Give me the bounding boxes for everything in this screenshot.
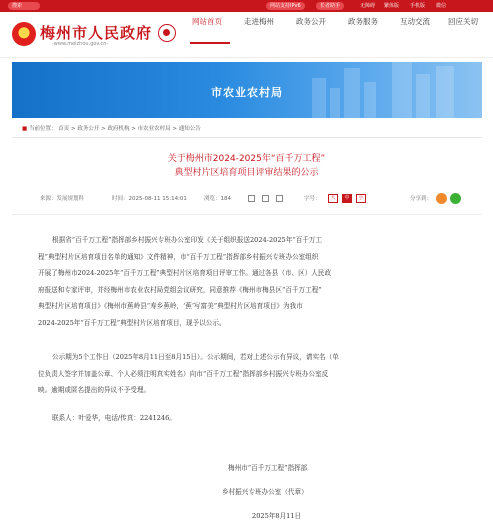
breadcrumb-separator: >: [172, 126, 179, 132]
location-icon: ■: [22, 126, 29, 132]
breadcrumb-separator: >: [70, 126, 78, 132]
top-bar: [0, 0, 493, 12]
paragraph-line: 映。逾期或匿名提出的异议不予受理。: [38, 386, 151, 394]
breadcrumb-agriculture-bureau[interactable]: 市农业农村局: [137, 126, 171, 132]
nav-item-government-affairs[interactable]: 政务公开: [296, 17, 326, 26]
font-size-label: 字号：: [304, 196, 321, 202]
nav-item-interaction[interactable]: 互动交流: [400, 17, 430, 26]
paragraph-line: 位负责人签字并加盖公章、个人必须注明真实姓名）向市“百千万工程”指挥部乡村振兴专班办公室反: [38, 369, 329, 378]
article-title-line2: 典型村片区培育项目评审结果的公示: [174, 168, 319, 178]
breadcrumb-government-affairs[interactable]: 政务公开: [77, 126, 100, 132]
font-size-medium-button[interactable]: 中: [342, 194, 352, 203]
contact-line: 联系人：叶爱华，电话/传真：2241246。: [52, 414, 176, 422]
traditional-chinese-link[interactable]: 繁体版: [384, 3, 400, 9]
breadcrumb: [22, 123, 201, 135]
font-size-small-button[interactable]: 小: [356, 194, 366, 203]
breadcrumb-government-agencies[interactable]: 政府机构: [107, 126, 130, 132]
nav-item-home[interactable]: 网站首页: [192, 17, 222, 26]
breadcrumb-separator: >: [131, 126, 138, 132]
department-banner: [12, 62, 482, 118]
search-label: 搜索: [12, 3, 23, 9]
article-date: 时间：2025-08-11 15:14:01: [112, 196, 187, 202]
nav-item-government-services[interactable]: 政务服务: [348, 17, 378, 26]
print-icon[interactable]: [248, 195, 255, 202]
search-button[interactable]: [8, 2, 40, 10]
nav-item-about-meizhou[interactable]: 走进梅州: [244, 17, 274, 26]
article-source: 来源：发展规划科: [40, 196, 85, 202]
paragraph-line: 典型村片区培育项目》《梅州市蕉岭县“寿乡蕉岭，‘蕉’写富美”典型村片区培育项目》为我市: [38, 302, 303, 310]
signature-org-line2: 乡村振兴专班办公室（代章）: [222, 488, 308, 496]
weibo-icon[interactable]: [436, 193, 447, 204]
paragraph-line: 2024-2025年“百千万工程”典型村片区培育项目，现予以公示。: [38, 318, 226, 327]
mobile-version-link[interactable]: 手机版: [410, 3, 426, 9]
paragraph-line: 根据省“百千万工程”指挥部乡村振兴专班办公室印发《关于组织报送2024-2025年“百千万工: [52, 236, 323, 244]
national-emblem-icon: [12, 22, 36, 46]
nav-item-responses[interactable]: 回应关切: [448, 17, 478, 26]
department-title: 市农业农村局: [211, 86, 283, 99]
paragraph-line: 府报送和专家评审，并经梅州市农业农村局党组会议研究，同意推荐《梅州市梅县区“百千万工程”: [38, 285, 322, 294]
article-title-line1: 关于梅州市2024-2025年“百千万工程”: [167, 154, 326, 164]
font-size-large-button[interactable]: 大: [328, 194, 338, 203]
article-views: 浏览：184: [204, 196, 231, 202]
ipv6-link[interactable]: 网站支持IPv6: [266, 2, 305, 10]
share-doc-icon[interactable]: [276, 195, 283, 202]
favorite-icon[interactable]: [262, 195, 269, 202]
divider: [12, 137, 482, 138]
breadcrumb-notices[interactable]: 通知公告: [178, 126, 201, 132]
breadcrumb-prefix: 当前位置：: [28, 126, 57, 132]
breadcrumb-separator: >: [101, 126, 108, 132]
wechat-link[interactable]: 微信: [436, 3, 447, 9]
party-badge-icon: [158, 24, 176, 42]
paragraph-line: 公示期为5个工作日（2025年8月11日至8月15日）。公示期间，若对上述公示有异议，请实名（单: [52, 353, 339, 361]
site-url: -www.meizhou.gov.cn-: [52, 41, 109, 47]
wechat-share-icon[interactable]: [450, 193, 461, 204]
site-name[interactable]: 梅州市人民政府: [40, 24, 153, 42]
elderly-helper-link[interactable]: 长者助手: [316, 2, 344, 10]
accessibility-link[interactable]: 无障碍: [360, 3, 376, 9]
signature-org-line1: 梅州市“百千万工程”指挥部: [228, 464, 308, 472]
breadcrumb-home[interactable]: 首页: [58, 126, 70, 132]
paragraph-line: 开展了梅州市2024-2025年“百千万工程”典型村片区培育项目评审工作。通过各县（市、区）人民政: [38, 269, 332, 277]
divider: [12, 214, 482, 215]
paragraph-line: 程”典型村片区培育项目名单的通知》文件精神，市“百千万工程”指挥部乡村振兴专班办公室组织: [38, 252, 319, 261]
signature-date: 2025年8月11日: [252, 512, 302, 520]
share-label: 分享到：: [410, 196, 433, 202]
active-nav-underline: [190, 42, 230, 44]
